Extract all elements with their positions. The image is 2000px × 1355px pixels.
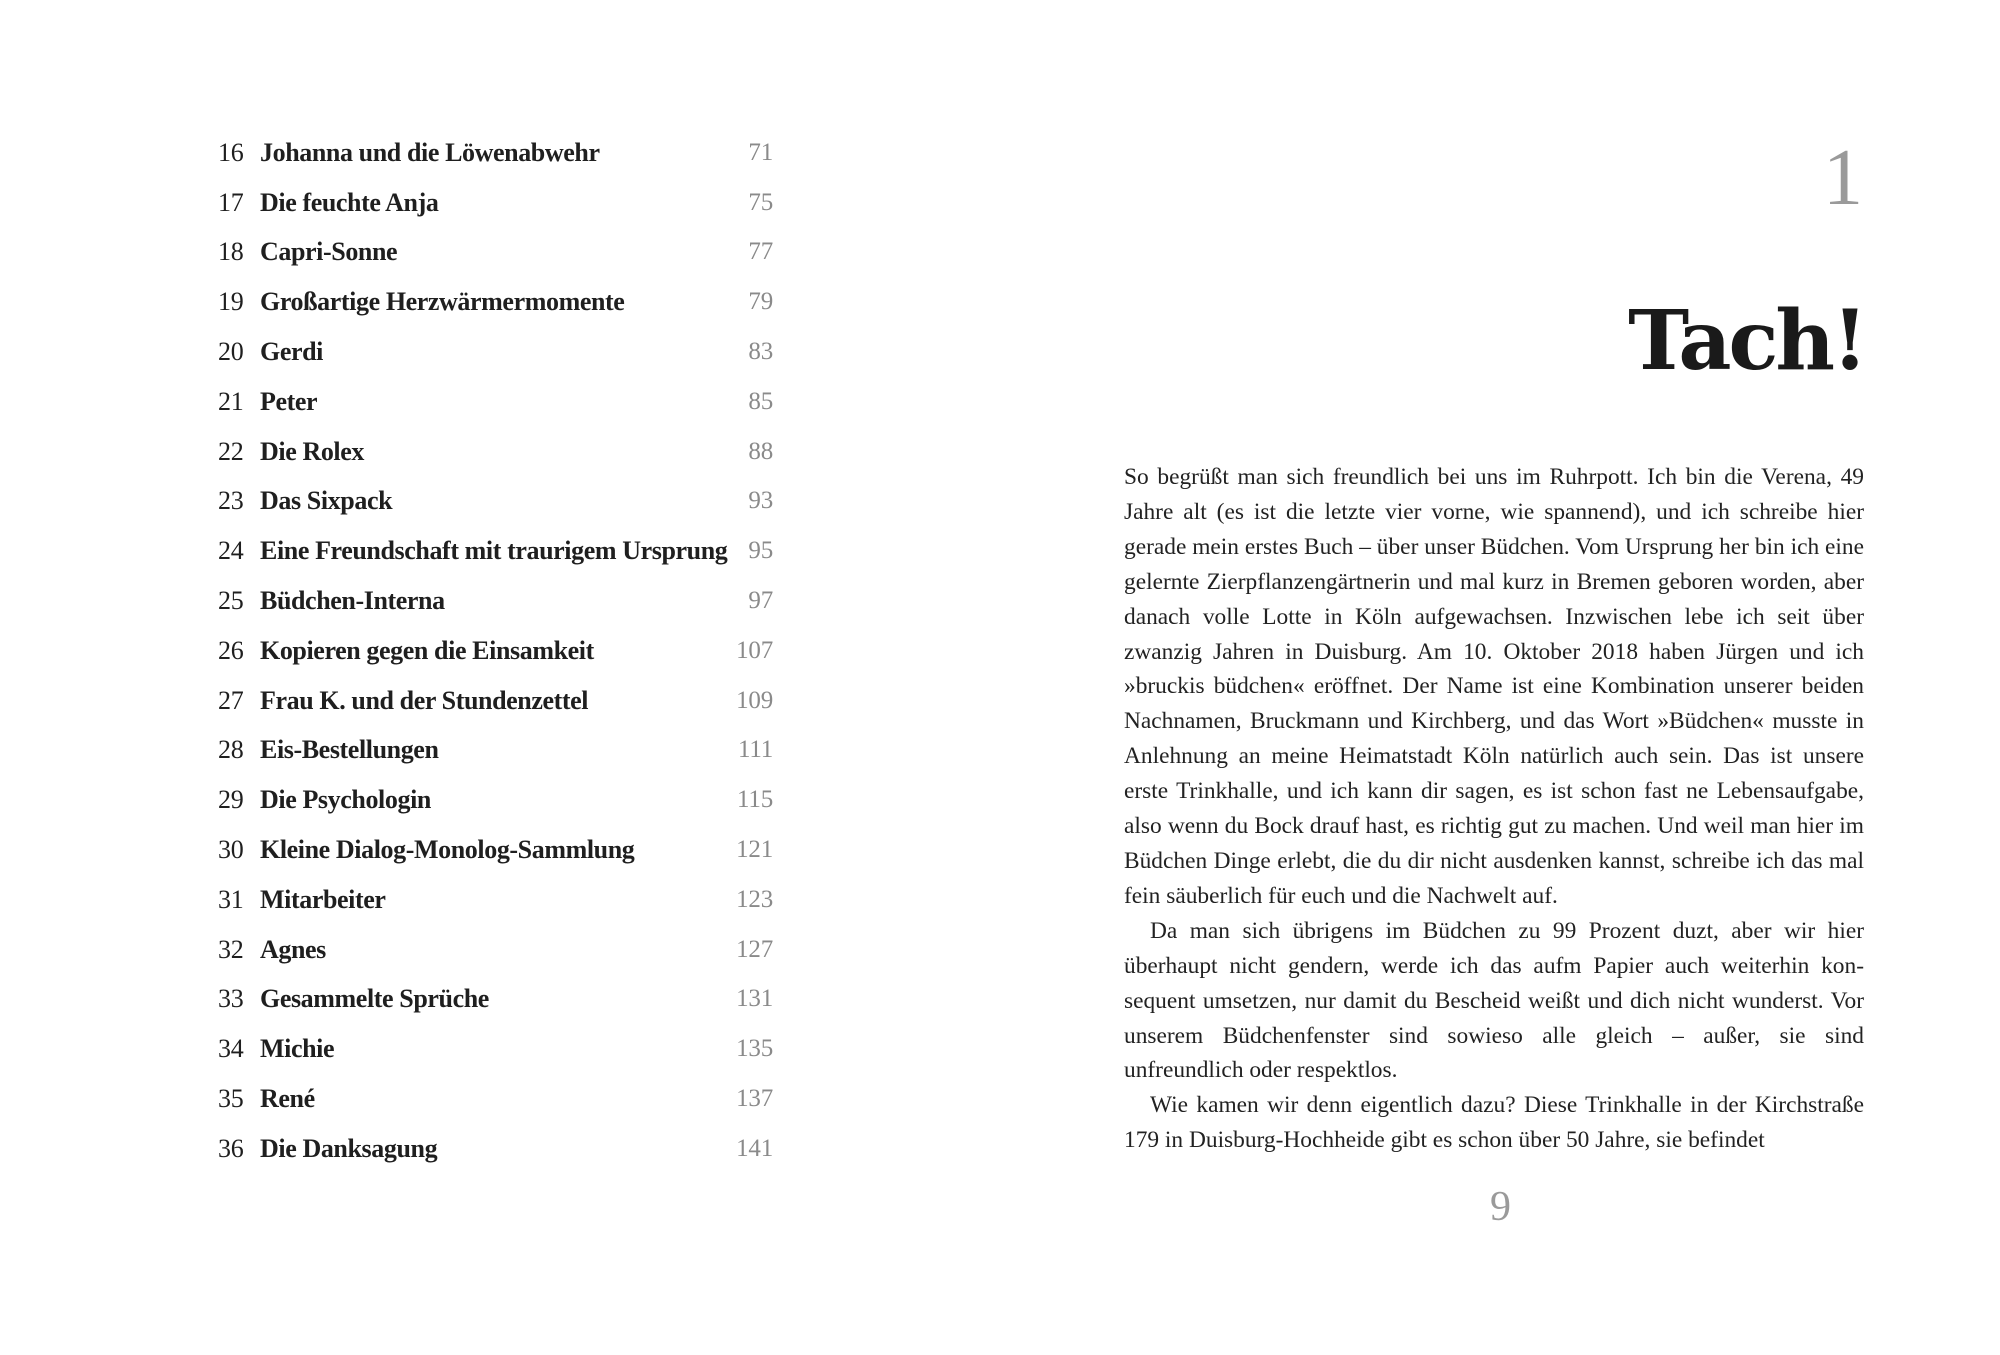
toc-entry [218, 576, 778, 626]
toc-entry-page: 121 [736, 836, 773, 864]
toc-entry-number: 35 [218, 1084, 244, 1114]
toc-entry [218, 526, 778, 576]
toc-entry-number: 34 [218, 1034, 244, 1064]
toc-entry [218, 825, 778, 875]
toc-entry-page: 71 [748, 138, 773, 166]
toc-entry [218, 477, 778, 527]
toc-entry [218, 1124, 778, 1174]
toc-entry-number: 28 [218, 735, 244, 765]
toc-entry [218, 277, 778, 327]
toc-entry [218, 775, 778, 825]
toc-entry-page: 109 [736, 686, 773, 714]
toc-entry-page: 123 [736, 885, 773, 913]
toc-entry-page: 137 [736, 1085, 773, 1113]
toc-entry-title: Gerdi [260, 337, 323, 367]
toc-entry-title: Das Sixpack [260, 486, 393, 516]
toc-entry-number: 29 [218, 785, 244, 815]
toc-entry-title: Kleine Dialog-Monolog-Sammlung [260, 835, 635, 865]
toc-entry-number: 18 [218, 237, 244, 267]
paragraph: So begrüßt man sich freundlich bei uns im Ruhrpott. Ich bin die Verena, 49 Jahre alt (es ist die letzte vier vorne, wie spannend), und ich schreibe hier gerade mein erstes Buch – über unser Büdchen. Vom Ursprung her bin ich eine gelernte Zierpflanzengärtnerin und mal kurz in Bremen geboren worden, aber danach volle Lotte in Köln aufgewachsen. Inzwischen lebe ich seit über zwanzig Jahren in Duisburg. Am 10. Oktober 2018 haben Jürgen und ich »bruckis büdchen« eröffnet. Der Name ist eine Kombination unserer beiden Nachnamen, Bruckmann und Kirchberg, und das Wort »Büdchen« musste in Anlehnung an meine Heimatstadt Köln natürlich auch sein. Das ist unsere erste Trinkhalle, und ich kann dir sagen, es ist schon fast ne Lebensaufgabe, also wenn du Bock drauf hast, es richtig gut zu machen. Und weil man hier im Büdchen Dinge erlebt, die du dir nicht ausdenken kannst, schreibe ich das mal fein säuberlich für euch und die Nachwelt auf. [1124, 464, 1864, 909]
toc-entry [218, 178, 778, 228]
chapter-title: Tach! [1628, 293, 1865, 389]
toc-entry-number: 19 [218, 287, 244, 317]
toc-entry-title: Capri-Sonne [260, 237, 398, 267]
toc-entry [218, 327, 778, 377]
toc-entry-title: Die Rolex [260, 436, 364, 466]
toc-entry-page: 83 [748, 338, 773, 366]
toc-entry [218, 377, 778, 427]
paragraph: Da man sich übrigens im Büdchen zu 99 Prozent duzt, aber wir hier überhaupt nicht gendern, werde ich das aufm Papier auch weiterhin konsequent umsetzen, nur damit du Bescheid weißt und dich nicht wunderst. Vor unserem Büdchenfenster sind sowieso alle gleich – außer, sie sind unfreundlich oder respektlos. [1124, 917, 1864, 1084]
toc-entry [218, 875, 778, 925]
toc-entry-number: 16 [218, 137, 244, 167]
toc-entry-number: 26 [218, 635, 244, 665]
paragraph: Wie kamen wir denn eigentlich dazu? Diese Trinkhalle in der Kirchstraße 179 in Duisburg-Hochheide gibt es schon über 50 Jahre, sie befindet [1124, 1092, 1864, 1154]
toc-entry-title: Eine Freundschaft mit traurigem Ursprung [260, 536, 728, 566]
chapter-body [1124, 460, 1864, 1158]
toc-entry-page: 93 [748, 487, 773, 515]
toc-entry-page: 85 [748, 387, 773, 415]
chapter-number: 1 [1823, 134, 1863, 222]
toc-entry-title: René [260, 1084, 315, 1114]
toc-entry-number: 36 [218, 1133, 244, 1163]
toc-entry-page: 107 [736, 636, 773, 664]
toc-entry-page: 97 [748, 587, 773, 615]
toc-entry [218, 128, 778, 178]
toc-entry-number: 24 [218, 536, 244, 566]
toc-entry-page: 115 [737, 786, 773, 814]
toc-entry-title: Die Danksagung [260, 1133, 438, 1163]
toc-entry-page: 141 [736, 1134, 773, 1162]
toc-entry-title: Eis-Bestellungen [260, 735, 439, 765]
toc-entry [218, 1074, 778, 1124]
toc-entry-number: 22 [218, 436, 244, 466]
toc-entry-page: 131 [736, 985, 773, 1013]
toc-entry [218, 726, 778, 776]
toc-entry-title: Mitarbeiter [260, 884, 386, 914]
toc-entry-number: 17 [218, 187, 244, 217]
toc-entry-page: 127 [736, 935, 773, 963]
toc-entry [218, 228, 778, 278]
toc-entry [218, 1024, 778, 1074]
toc-entry-number: 20 [218, 337, 244, 367]
table-of-contents [218, 128, 778, 1174]
toc-entry-number: 27 [218, 685, 244, 715]
toc-entry-page: 135 [736, 1035, 773, 1063]
toc-entry-number: 32 [218, 934, 244, 964]
toc-entry-number: 25 [218, 586, 244, 616]
toc-entry-page: 88 [748, 437, 773, 465]
toc-entry [218, 676, 778, 726]
toc-entry-title: Kopieren gegen die Einsamkeit [260, 635, 594, 665]
toc-entry-title: Frau K. und der Stundenzettel [260, 685, 589, 715]
toc-entry [218, 975, 778, 1025]
toc-entry [218, 626, 778, 676]
toc-entry-number: 23 [218, 486, 244, 516]
toc-entry-title: Peter [260, 386, 318, 416]
toc-entry-title: Michie [260, 1034, 335, 1064]
toc-entry-number: 33 [218, 984, 244, 1014]
toc-entry-title: Die Psychologin [260, 785, 431, 815]
toc-entry-title: Großartige Herzwärmermomente [260, 287, 625, 317]
page-number: 9 [1490, 1184, 1511, 1230]
toc-entry-title: Gesammelte Sprüche [260, 984, 489, 1014]
toc-entry-page: 77 [748, 238, 773, 266]
toc-entry-number: 31 [218, 884, 244, 914]
toc-entry-page: 79 [748, 288, 773, 316]
toc-entry-page: 95 [748, 537, 773, 565]
toc-entry-title: Büdchen-Interna [260, 586, 445, 616]
toc-entry-number: 30 [218, 835, 244, 865]
toc-entry [218, 427, 778, 477]
toc-entry [218, 925, 778, 975]
toc-entry-title: Johanna und die Löwenabwehr [260, 137, 600, 167]
toc-entry-title: Die feuchte Anja [260, 187, 439, 217]
toc-entry-title: Agnes [260, 934, 326, 964]
toc-entry-number: 21 [218, 386, 244, 416]
right-page [1000, 0, 2000, 1355]
toc-entry-page: 75 [748, 188, 773, 216]
toc-entry-page: 111 [737, 736, 773, 764]
